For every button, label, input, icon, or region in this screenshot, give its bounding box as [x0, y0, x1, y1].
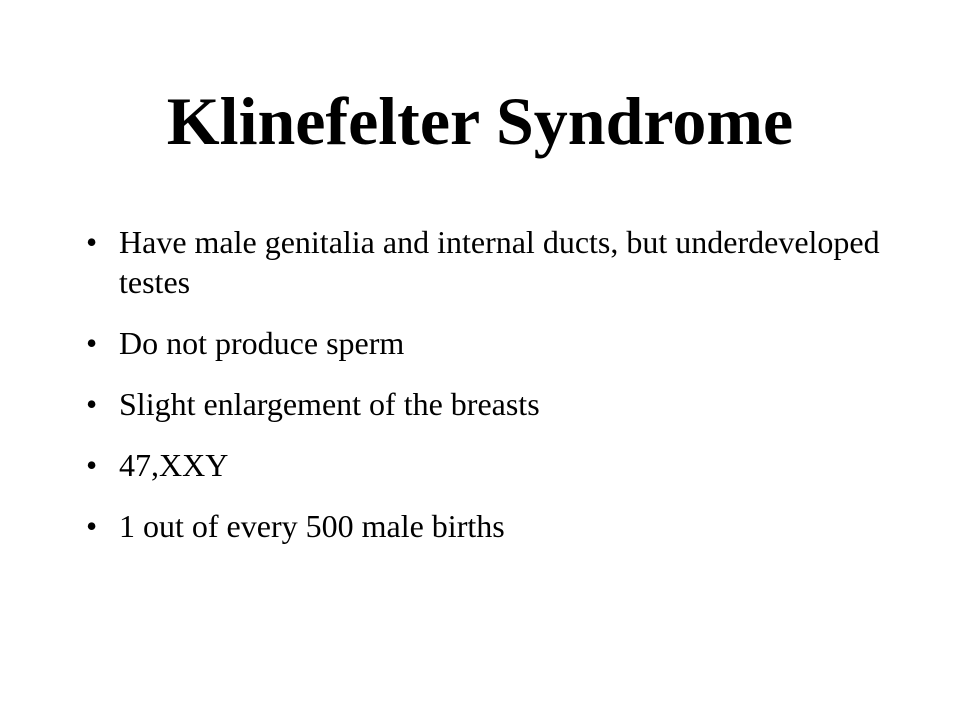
bullet-icon: •: [86, 325, 98, 361]
bullet-text: 1 out of every 500 male births: [119, 508, 505, 544]
bullet-item: [86, 384, 886, 424]
slide-title: Klinefelter Syndrome: [166, 83, 794, 159]
bullet-icon: •: [86, 447, 98, 483]
bullet-item: [86, 222, 886, 302]
bullet-icon: •: [86, 224, 98, 260]
bullet-item: [86, 323, 886, 363]
bullet-item: [86, 445, 886, 485]
bullet-list: [86, 222, 886, 567]
bullet-item: [86, 506, 886, 546]
bullet-icon: •: [86, 386, 98, 422]
bullet-icon: •: [86, 508, 98, 544]
bullet-text: 47,XXY: [119, 447, 229, 483]
bullet-text: Do not produce sperm: [119, 325, 405, 361]
bullet-text: Have male genitalia and internal ducts, but underdeveloped testes: [119, 224, 880, 300]
bullet-text: Slight enlargement of the breasts: [119, 386, 540, 422]
